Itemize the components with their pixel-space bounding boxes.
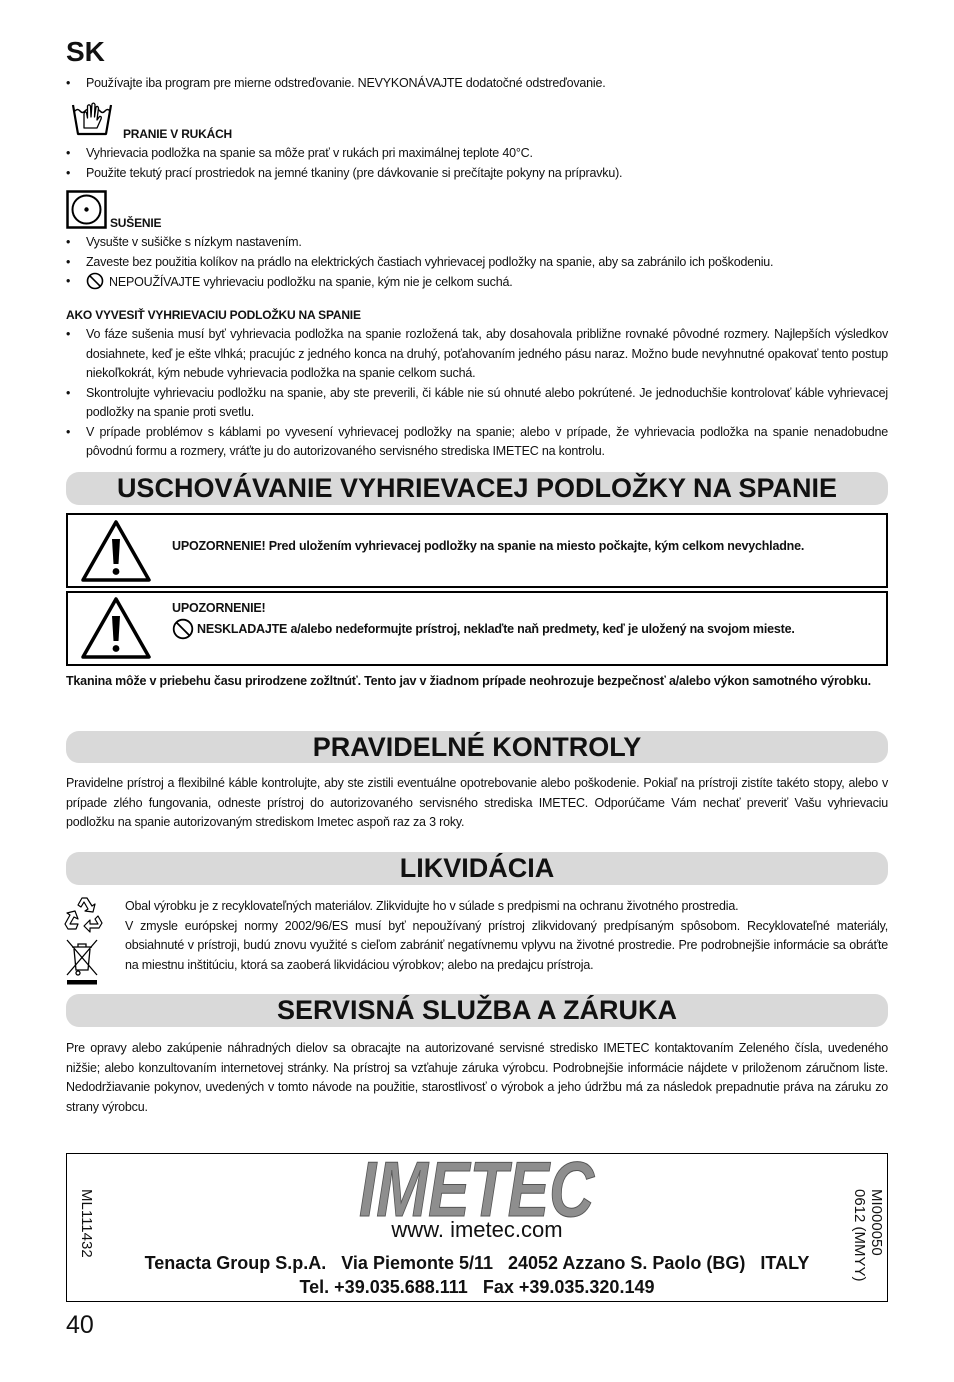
storage-note: Tkanina môže v priebehu času prirodzene zožltnúť. Tento jav v žiadnom prípade neohrozuje bezpečnosť a/alebo výkon samotného výrobku. — [66, 674, 871, 688]
disposal-text — [125, 897, 888, 975]
hanging-title: AKO VYVESIŤ VYHRIEVACIU PODLOŽKU NA SPANIE — [66, 308, 361, 322]
warning-text: UPOZORNENIE! Pred uložením vyhrievacej podložky na spanie na miesto počkajte, kým celkom nevychladne. — [172, 539, 805, 553]
checks-paragraph: Pravidelne prístroj a flexibilné káble kontrolujte, aby ste zistili eventuálne opotrebovanie alebo poškodenie. Pokiaľ na prístroji zistíte takéto stopy, alebo v prípade zlého fungovania, odneste prístroj do autorizovaného servisného strediska IMETEC. Odporúčame Vám nechať preveriť Vašu vyhrievaciu podložku na spanie autorizovaným strediskom Imetec aspoň raz za 3 roky. — [66, 776, 888, 829]
warning-triangle-icon — [80, 518, 152, 584]
tumble-dry-low-icon — [66, 190, 107, 229]
product-code: MI000050 — [868, 1189, 885, 1256]
prohibition-icon — [172, 618, 194, 640]
section-heading-service: SERVISNÁ SLUŽBA A ZÁRUKA — [66, 994, 888, 1027]
service-paragraph: Pre opravy alebo zakúpenie náhradných dielov sa obracajte na autorizované servisné stredisko IMETEC kontaktovaním Zeleného čísla, uvedeného nižšie; alebo konzultovaním internetovej stránky. Na prístroj sa vzťahuje záruka výrobcu. Podrobnejšie informácie nájdete v priloženom záručnom liste. Nedodržiavanie pokynov, uvedených v tomto návode na použitie, starostlivosť o výrobok a jeho údržbu má za následok prepadnutie práva na záruku zo strany výrobcu. — [66, 1041, 888, 1114]
drying-bullet-list — [66, 233, 888, 297]
language-code: SK — [66, 36, 105, 67]
recycling-icon — [63, 896, 105, 936]
logo-text: IMETEC — [359, 1159, 596, 1221]
list-item: • V prípade problémov s káblami po vyvesení vyhrievacej podložky na spanie; alebo v prípade, že vyhrievacia podložka na spanie nenadobudne pôvodnú formu a rozmery, vráťte ju do autorizovaného servisného strediska IMETEC na kontrolu. — [66, 423, 888, 462]
document-code: ML111432 — [78, 1189, 95, 1258]
hand-wash-title: PRANIE V RUKÁCH — [123, 127, 233, 141]
section-heading-checks: PRAVIDELNÉ KONTROLY — [66, 731, 888, 763]
section-heading-disposal: LIKVIDÁCIA — [66, 852, 888, 885]
warning-text: NESKLADAJTE a/alebo nedeformujte prístroj, neklaďte naň predmety, keď je uložený na svojom mieste. — [197, 622, 795, 636]
imetec-logo — [355, 1159, 600, 1221]
crossed-out-bin-icon — [64, 937, 100, 985]
list-item: • Vyhrievacia podložka na spanie sa môže prať v rukách pri maximálnej teplote 40°C. — [66, 144, 888, 164]
disposal-paragraph: V zmysle európskej normy 2002/96/ES musí byť nepoužívaný prístroj zlikvidovaný predpísaným spôsobom. Recyklovateľné materiály, obsiahnuté v prístroji, budú znovu využité s cieľom zabrániť negatívnemu vplyvu na životné prostredie. Pre podrobnejšie informácie sa obráťte na miestnu inštitúciu, ktorá sa zaoberá likvidáciou výrobkov; alebo na predajcu prístroja. — [125, 918, 888, 972]
list-item-prohibited — [66, 272, 888, 297]
list-item: • Zaveste bez použitia kolíkov na prádlo na elektrických častiach vyhrievacej podložky na spanie, aby sa zabránilo ich poškodeniu. — [66, 253, 888, 273]
manufacturer-footer — [66, 1153, 888, 1302]
warning-triangle-icon — [80, 595, 152, 661]
page-number: 40 — [66, 1311, 94, 1339]
list-item: • Vysušte v sušičke s nízkym nastavením. — [66, 233, 888, 253]
warning-title: UPOZORNENIE! — [172, 601, 266, 615]
list-item: • Použite tekutý prací prostriedok na jemné tkaniny (pre dávkovanie si prečítajte pokyny na prípravku). — [66, 164, 888, 184]
list-item: • Používajte iba program pre mierne odstreďovanie. NEVYKONÁVAJTE dodatočné odstreďovanie. — [66, 74, 888, 94]
warning-box — [66, 513, 888, 588]
company-address: Tenacta Group S.p.A. Via Piemonte 5/11 24052 Azzano S. Paolo (BG) ITALY — [144, 1253, 810, 1273]
hand-wash-icon — [71, 97, 113, 137]
section-heading-storage: USCHOVÁVANIE VYHRIEVACEJ PODLOŽKY NA SPANIE — [66, 472, 888, 505]
website: www. imetec.com — [391, 1217, 563, 1242]
contact-phone-fax: Tel. +39.035.688.111 Fax +39.035.320.149 — [299, 1277, 655, 1297]
disposal-paragraph: Obal výrobku je z recyklovateľných materiálov. Zlikvidujte ho v súlade s predpismi na ochranu životného prostredia. — [125, 899, 739, 913]
hand-wash-bullet-list — [66, 144, 888, 183]
prohibited-text: NEPOUŽÍVAJTE vyhrievaciu podložku na spanie, kým nie je celkom suchá. — [109, 275, 513, 289]
prohibition-icon — [86, 272, 104, 297]
hanging-bullet-list — [66, 325, 888, 462]
product-codes — [851, 1189, 885, 1282]
intro-bullet-list — [66, 74, 888, 94]
date-code: 0612 (MMYY) — [851, 1189, 868, 1282]
warning-box — [66, 591, 888, 666]
drying-title: SUŠENIE — [110, 216, 162, 230]
list-item: • Skontrolujte vyhrievaciu podložku na spanie, aby ste preverili, či káble nie sú ohnuté alebo pokrútené. Je jednoduchšie kontrolovať káble vyhrievacej podložky na spanie proti svetlu. — [66, 384, 888, 423]
list-item: • Vo fáze sušenia musí byť vyhrievacia podložka na spanie rozložená tak, aby dosahovala približne rovnaké pôvodné rozmery. Najlepších výsledkov dosiahnete, keď je ešte vlhká; pracujúc z jedného konca na druhý, poťahovaním jedného pásu naraz. Možno bude nevyhnutné opakovať tento postup niekoľkokrát, kým nebude vyhrievacia podložka na spanie celkom suchá. — [66, 325, 888, 384]
